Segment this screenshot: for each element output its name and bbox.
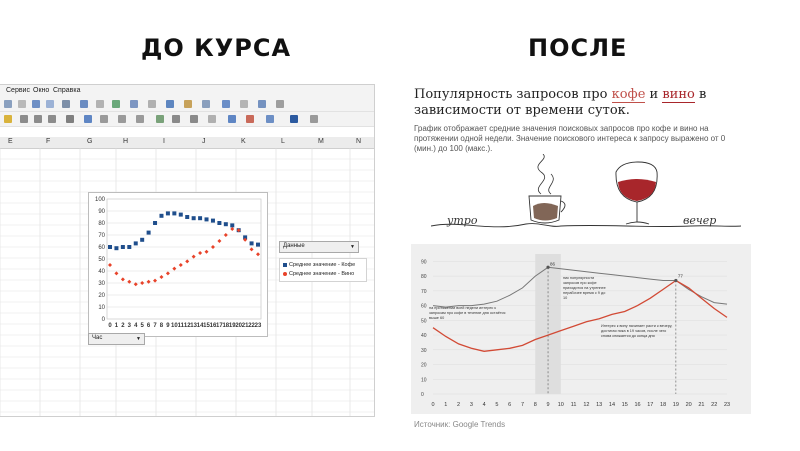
y-tick-label: 50	[98, 257, 105, 263]
x-tick-label: 18	[660, 402, 667, 408]
title-text: в зависимости от времени суток.	[414, 87, 707, 118]
y-tick-label: 80	[98, 221, 105, 227]
coffee-point	[147, 231, 151, 235]
legend-item-coffee	[283, 262, 355, 268]
after-title: ПОСЛЕ	[528, 34, 628, 62]
line-chart-panel	[411, 244, 751, 414]
toolbar-icon[interactable]	[66, 115, 74, 123]
coffee-point	[114, 246, 118, 250]
x-tick-label: 16	[634, 402, 641, 408]
legend-swatch	[283, 263, 287, 267]
y-tick-label: 90	[98, 209, 105, 215]
toolbar-icon[interactable]	[266, 115, 274, 123]
x-tick-label: 11	[177, 323, 184, 329]
coffee-point	[179, 213, 183, 217]
keyword-coffee: кофе	[611, 87, 646, 102]
x-tick-label: 3	[469, 402, 473, 408]
coffee-point	[211, 219, 215, 223]
coffee-point	[166, 211, 170, 215]
x-tick-label: 4	[134, 323, 138, 329]
x-tick-label: 17	[647, 402, 654, 408]
y-tick-label: 90	[421, 259, 427, 266]
coffee-point	[140, 238, 144, 242]
line-chart	[411, 244, 751, 414]
menu-bar	[0, 85, 374, 97]
y-tick-label: 0	[101, 317, 105, 323]
x-tick-label: 6	[146, 323, 151, 329]
toolbar-icon[interactable]	[202, 100, 210, 108]
x-tick-label: 8	[159, 323, 164, 329]
x-tick-label: 7	[153, 323, 157, 329]
toolbar-icon[interactable]	[18, 100, 26, 108]
toolbar-icon[interactable]	[32, 100, 40, 108]
toolbar-icon[interactable]	[290, 115, 298, 123]
menu-item-service[interactable]: Сервис	[6, 87, 30, 94]
x-tick-label: 7	[520, 402, 525, 408]
legend-item-wine	[283, 271, 354, 277]
x-tick-label: 6	[508, 402, 512, 408]
toolbar-icon[interactable]	[172, 115, 180, 123]
coffee-point	[256, 243, 260, 247]
coffee-point	[153, 221, 157, 225]
x-tick-label: 2	[457, 402, 461, 408]
infographic-title	[414, 87, 714, 119]
title-text: Популярность запросов про	[414, 87, 612, 102]
coffee-point	[134, 241, 138, 245]
coffee-point	[192, 216, 196, 220]
toolbar-icon[interactable]	[118, 115, 126, 123]
column-header[interactable]: I	[163, 138, 165, 145]
column-header[interactable]: G	[87, 138, 93, 145]
x-tick-label: 9	[546, 402, 550, 408]
toolbar-icon[interactable]	[48, 115, 56, 123]
x-tick-label: 22	[711, 402, 718, 408]
scatter-chart	[89, 193, 267, 336]
x-tick-label: 5	[140, 323, 144, 329]
coffee-point	[127, 245, 131, 249]
menu-item-help[interactable]: Справка	[53, 87, 81, 94]
column-header[interactable]: K	[241, 138, 246, 145]
before-title: ДО КУРСА	[141, 34, 292, 62]
toolbar-icon[interactable]	[310, 115, 318, 123]
coffee-point	[121, 245, 125, 249]
annotation-wine-peak: Интерес к вину начинает расти к вечеру, достигая пика в 19 часов, после чего снова снижается до конца дня	[601, 324, 673, 338]
toolbar-icon[interactable]	[240, 100, 248, 108]
x-tick-label: 19	[228, 323, 236, 329]
column-header[interactable]: N	[356, 138, 362, 145]
keyword-wine: вино	[662, 87, 695, 102]
coffee-wine-illustration	[431, 154, 741, 244]
x-tick-label: 20	[235, 323, 243, 329]
x-tick-label: 3	[127, 323, 131, 329]
toolbar-icon[interactable]	[148, 100, 156, 108]
legend-label: Среднее значение - Вино	[289, 271, 355, 277]
column-header[interactable]: E	[8, 138, 13, 145]
y-tick-label: 40	[98, 269, 105, 275]
toolbar-icon[interactable]	[156, 115, 164, 123]
x-tick-label: 13	[596, 402, 603, 408]
toolbar-icon[interactable]	[100, 115, 108, 123]
x-tick-label: 0	[431, 402, 435, 408]
toolbar-icon[interactable]	[166, 100, 174, 108]
x-tick-label: 1	[114, 323, 119, 329]
toolbar-icon[interactable]	[190, 115, 198, 123]
series-dropdown[interactable]	[279, 241, 359, 253]
toolbar-icon[interactable]	[84, 115, 92, 123]
infographic	[411, 84, 751, 439]
y-tick-label: 40	[421, 333, 427, 340]
toolbar-icon[interactable]	[228, 115, 236, 123]
toolbar-icon[interactable]	[222, 100, 230, 108]
y-tick-label: 50	[421, 318, 427, 325]
chart-area[interactable]	[88, 192, 268, 337]
legend-label: Среднее значение - Кофе	[289, 262, 356, 268]
column-header[interactable]: F	[46, 138, 51, 145]
y-tick-label: 60	[421, 303, 427, 310]
spreadsheet-window	[0, 84, 375, 417]
y-tick-label: 60	[98, 245, 105, 251]
coffee-point	[205, 217, 209, 221]
toolbar-icon[interactable]	[136, 115, 144, 123]
coffee-point	[198, 216, 202, 220]
toolbar-standard	[0, 97, 374, 112]
y-tick-label: 20	[421, 362, 427, 369]
category-dropdown[interactable]	[88, 333, 145, 345]
y-tick-label: 20	[98, 293, 105, 299]
coffee-point	[185, 215, 189, 219]
x-tick-label: 21	[698, 402, 705, 408]
x-tick-label: 10	[557, 402, 564, 408]
series-dropdown-value: Данные	[283, 243, 305, 249]
x-tick-label: 1	[444, 402, 448, 408]
x-tick-label: 5	[495, 402, 499, 408]
toolbar-icon[interactable]	[208, 115, 216, 123]
menu-item-window[interactable]: Окно	[33, 87, 50, 94]
chevron-down-icon: ▼	[136, 336, 141, 342]
toolbar-icon[interactable]	[258, 100, 266, 108]
x-tick-label: 10	[171, 323, 178, 329]
toolbar-icon[interactable]	[34, 115, 42, 123]
coffee-peak-label: 86	[550, 261, 556, 267]
toolbar-icon[interactable]	[4, 100, 12, 108]
coffee-point	[108, 245, 112, 249]
label-evening: вечер	[683, 214, 717, 227]
source-note: Источник: Google Trends	[414, 420, 506, 429]
x-tick-label: 12	[583, 402, 590, 408]
y-tick-label: 100	[94, 197, 105, 203]
toolbar-icon[interactable]	[4, 115, 12, 123]
legend-swatch	[283, 272, 287, 276]
x-tick-label: 15	[203, 323, 210, 329]
x-tick-label: 13	[190, 323, 197, 329]
x-tick-label: 20	[685, 402, 692, 408]
y-tick-label: 30	[98, 281, 105, 287]
toolbar-icon[interactable]	[96, 100, 104, 108]
toolbar-icon[interactable]	[276, 100, 284, 108]
x-tick-label: 14	[196, 323, 204, 329]
column-header[interactable]: M	[318, 138, 324, 145]
category-dropdown-value: Час	[92, 335, 103, 341]
y-tick-label: 30	[421, 347, 427, 354]
title-text: и	[645, 87, 663, 102]
x-tick-label: 0	[108, 323, 112, 329]
y-tick-label: 70	[98, 233, 105, 239]
column-header[interactable]: L	[281, 138, 285, 145]
x-tick-label: 2	[121, 323, 125, 329]
x-tick-label: 8	[533, 402, 537, 408]
toolbar-icon[interactable]	[80, 100, 88, 108]
x-tick-label: 12	[183, 323, 191, 329]
y-tick-label: 10	[421, 377, 427, 384]
coffee-point	[217, 221, 221, 225]
toolbar-icon[interactable]	[112, 100, 120, 108]
coffee-point	[250, 241, 254, 245]
x-tick-label: 9	[166, 323, 170, 329]
toolbar-icon[interactable]	[130, 100, 138, 108]
x-tick-label: 11	[570, 402, 577, 408]
x-tick-label: 22	[248, 323, 255, 329]
toolbar-icon[interactable]	[62, 100, 70, 108]
infographic-subtitle: График отображает средние значения поисковых запросов про кофе и вино на протяжении одной недели. Значение поискового интереса к запросу выражено от 0 (мин.) до 100 (макс.).	[414, 124, 726, 153]
toolbar-icon[interactable]	[184, 100, 192, 108]
x-tick-label: 14	[608, 402, 616, 408]
column-header[interactable]: H	[123, 138, 129, 145]
x-tick-label: 4	[482, 402, 486, 408]
chart-legend	[279, 258, 367, 282]
column-header[interactable]: J	[202, 138, 206, 145]
toolbar-icon[interactable]	[20, 115, 28, 123]
annotation-coffee-peak: пик популярности запросов про кофе приходится на утреннее нерабочее время с 9 до 10	[563, 276, 606, 300]
annotation-coffee-day: на протяжении всей недели интерес к запросам про кофе в течение дня остаётся выше 60	[429, 306, 506, 320]
coffee-point	[172, 211, 176, 215]
coffee-point	[224, 222, 228, 226]
x-tick-label: 16	[209, 323, 217, 329]
y-tick-label: 80	[421, 274, 427, 281]
x-tick-label: 18	[222, 323, 230, 329]
x-tick-label: 17	[216, 323, 223, 329]
x-tick-label: 15	[621, 402, 628, 408]
y-tick-label: 70	[421, 288, 427, 295]
x-tick-label: 23	[254, 323, 262, 329]
toolbar-formatting	[0, 112, 374, 127]
coffee-point	[230, 223, 234, 227]
chevron-down-icon: ▼	[350, 244, 355, 250]
wine-peak-point	[674, 279, 677, 282]
y-tick-label: 0	[421, 392, 424, 398]
toolbar-icon[interactable]	[246, 115, 254, 123]
x-tick-label: 19	[672, 402, 679, 408]
x-tick-label: 23	[723, 402, 731, 408]
label-morning: утро	[447, 214, 478, 227]
wine-peak-label: 77	[677, 273, 683, 279]
x-tick-label: 21	[241, 323, 249, 329]
coffee-point	[159, 214, 163, 218]
y-tick-label: 10	[98, 305, 105, 311]
toolbar-icon[interactable]	[46, 100, 54, 108]
